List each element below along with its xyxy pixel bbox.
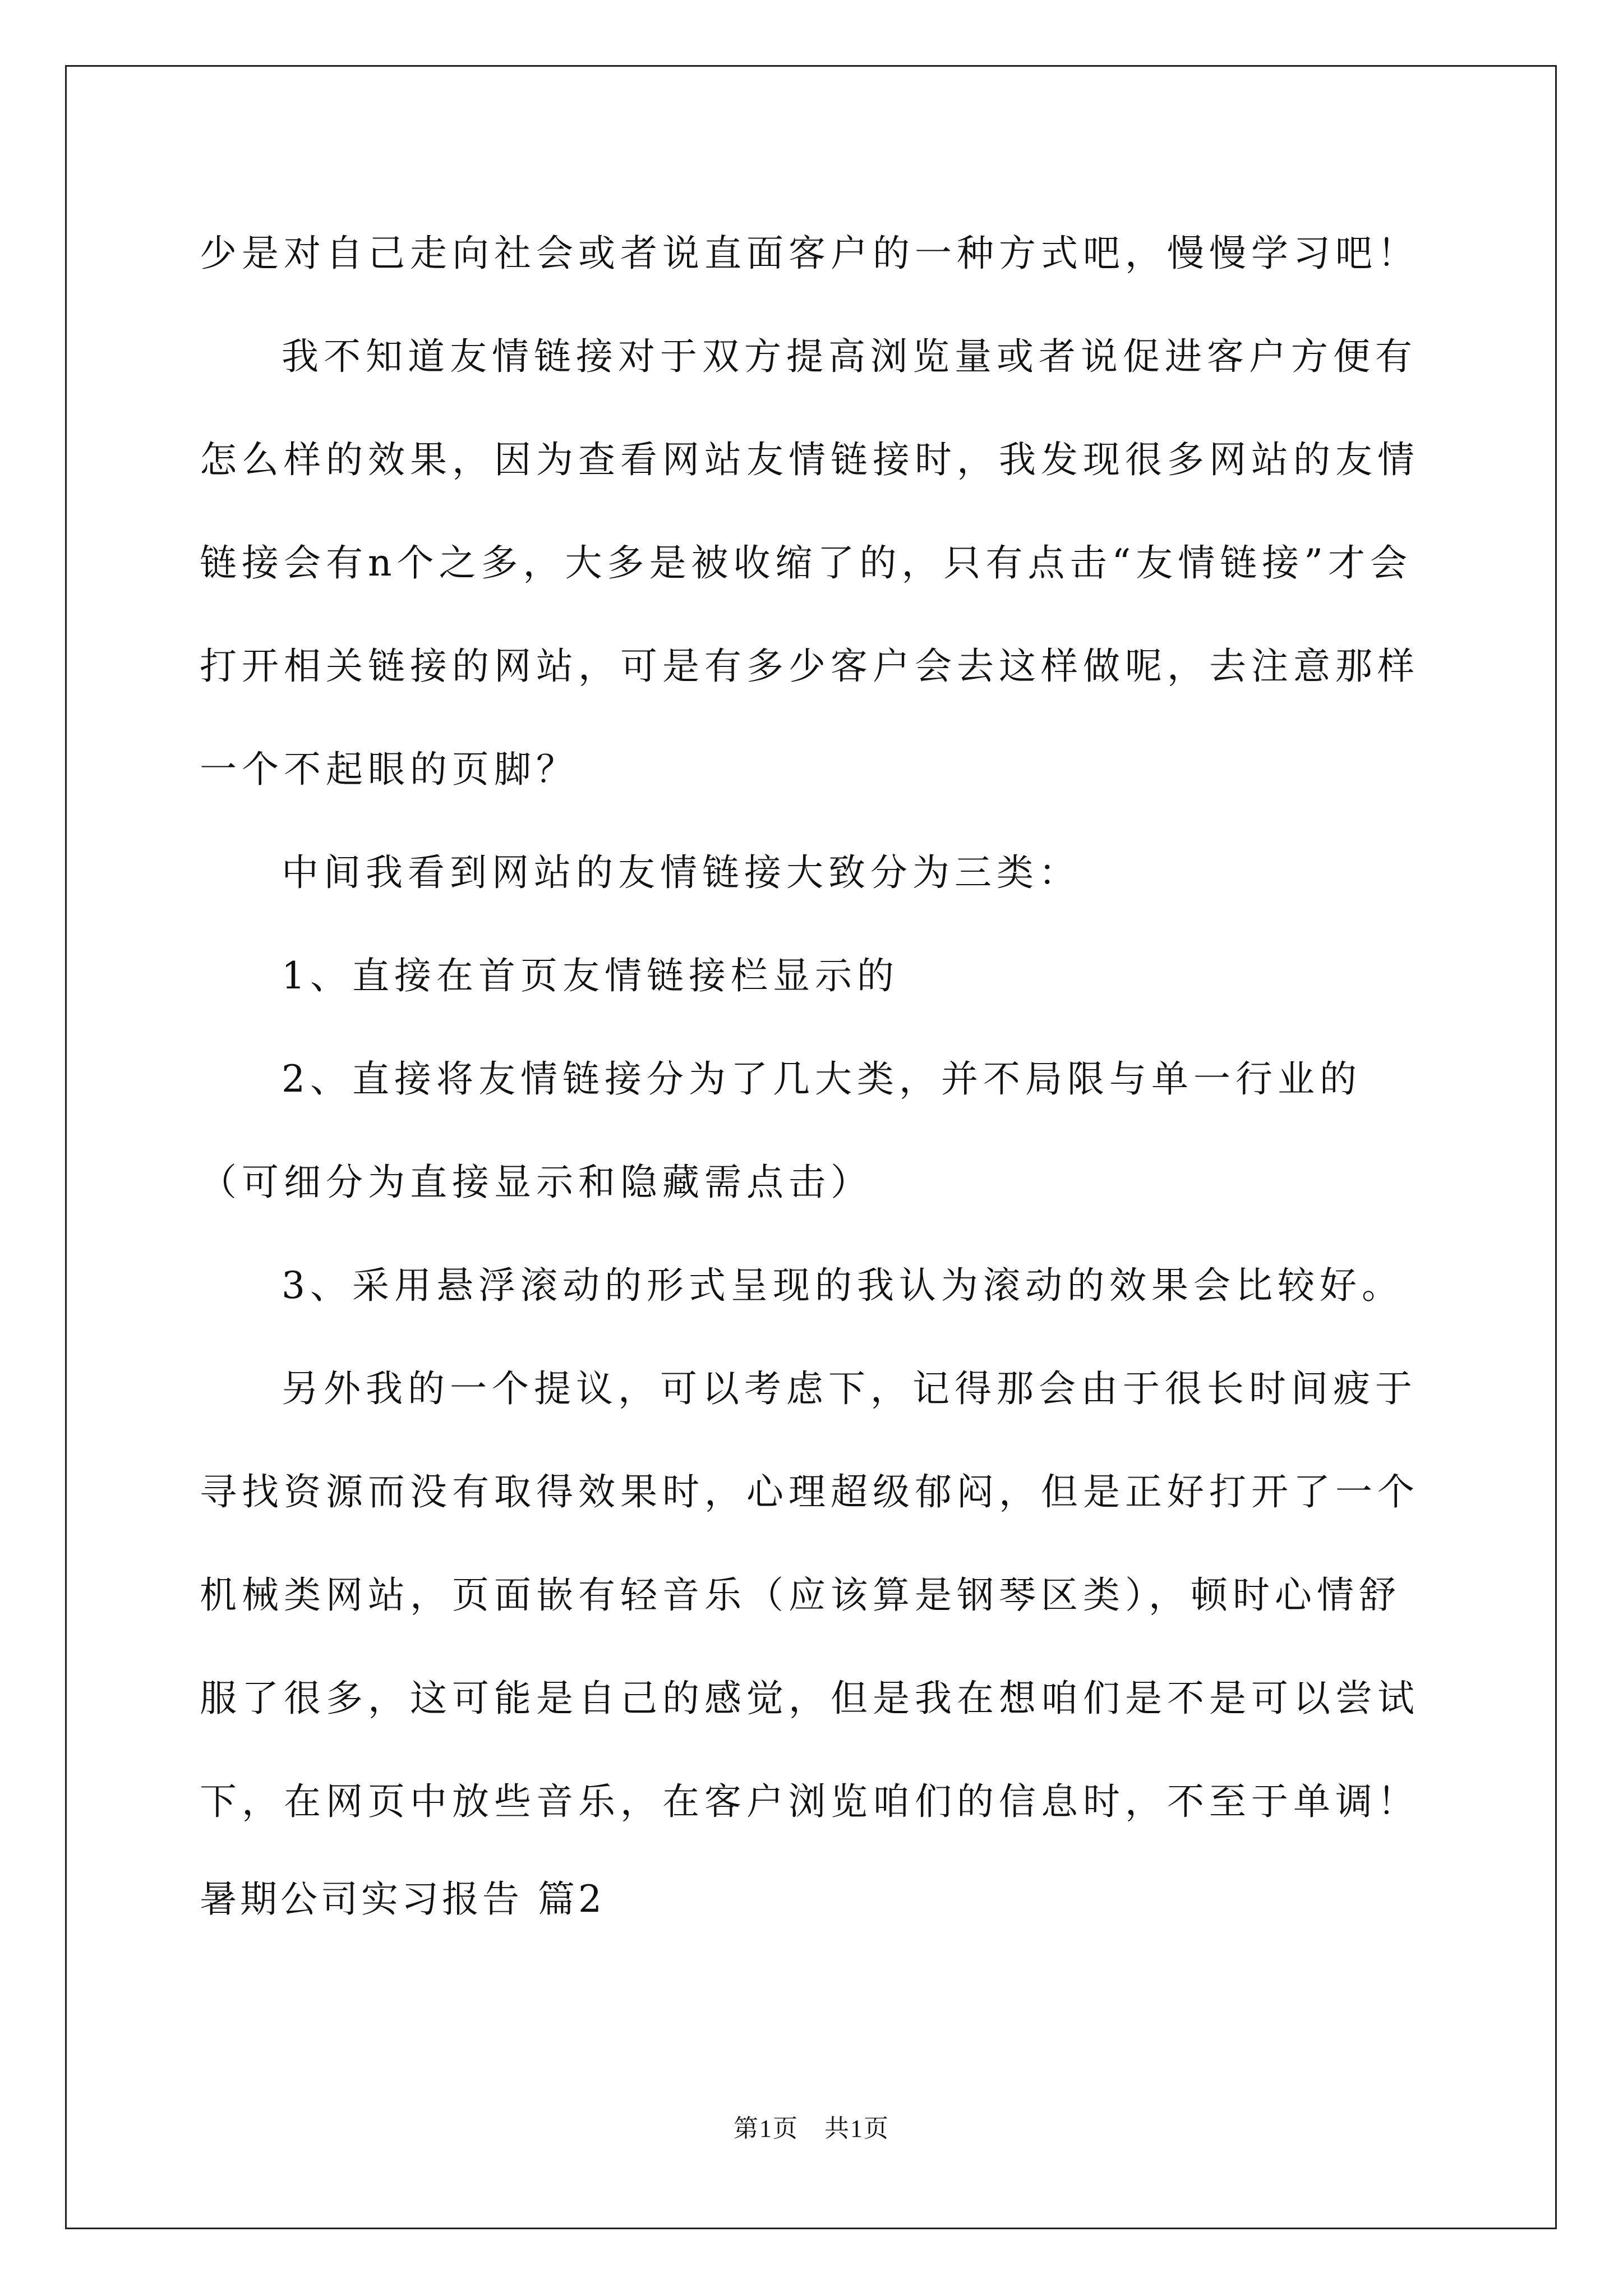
paragraph: 少是对自己走向社会或者说直面客户的一种方式吧，慢慢学习吧！ bbox=[200, 232, 1419, 275]
paragraph: 另外我的一个提议，可以考虑下，记得那会由于很长时间疲于寻找资源而没有取得效果时，心理超级郁闷，但是正好打开了一个机械类网站，页面嵌有轻音乐（应该算是钢琴区类），顿时心情舒服了很多，这可能是自己的感觉，但是我在想咱们是不是可以尝试下，在网页中放些音乐，在客户浏览咱们的信息时，不至于单调！ bbox=[200, 1367, 1419, 1823]
document-body bbox=[200, 202, 1428, 1945]
paragraph: 我不知道友情链接对于双方提高浏览量或者说促进客户方便有怎么样的效果，因为查看网站友情链接时，我发现很多网站的友情链接会有n个之多，大多是被收缩了的，只有点击“友情链接”才会打开相关链接的网站，可是有多少客户会去这样做呢，去注意那样一个不起眼的页脚？ bbox=[200, 335, 1419, 791]
section-heading: 暑期公司实习报告 篇2 bbox=[200, 1878, 605, 1921]
page-footer: 第1页 共1页 bbox=[734, 2115, 889, 2142]
list-item: 1、直接在首页友情链接栏显示的 bbox=[282, 954, 899, 997]
paragraph: 中间我看到网站的友情链接大致分为三类： bbox=[282, 851, 1081, 894]
list-item: 2、直接将友情链接分为了几大类，并不局限与单一行业的（可细分为直接显示和隐藏需点击） bbox=[200, 1057, 1362, 1204]
list-item: 3、采用悬浮滚动的形式呈现的我认为滚动的效果会比较好。 bbox=[282, 1264, 1404, 1307]
